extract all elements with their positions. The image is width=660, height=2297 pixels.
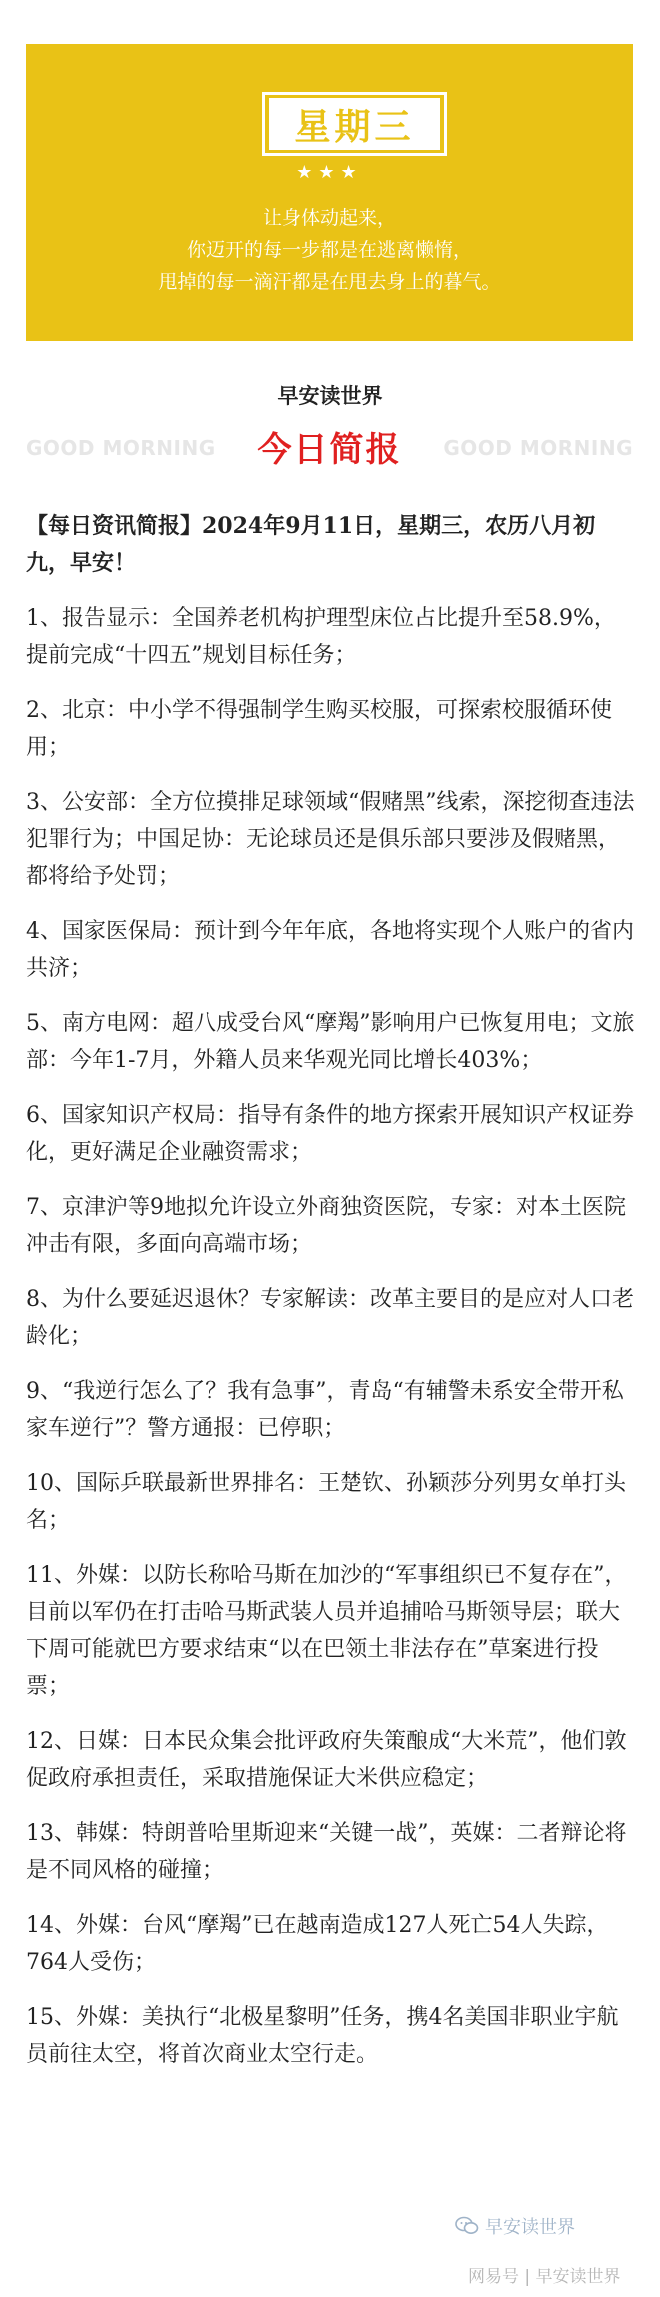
news-item: 13、韩媒：特朗普哈里斯迎来“关键一战”，英媒：二者辩论将是不同风格的碰撞；	[26, 1821, 627, 1883]
news-item: 8、为什么要延迟退休？专家解读：改革主要目的是应对人口老龄化；	[26, 1287, 634, 1349]
watermark	[455, 2213, 575, 2239]
good-morning-left: GOOD MORNING	[26, 436, 216, 460]
motto-text	[26, 202, 633, 298]
news-item: 9、“我逆行怎么了？我有急事”，青岛“有辅警未系安全带开私家车逆行”？警方通报：已停职；	[26, 1379, 624, 1441]
news-item: 12、日媒：日本民众集会批评政府失策酿成“大米荒”，他们敦促政府承担责任，采取措施保证大米供应稳定；	[26, 1729, 627, 1791]
watermark-text: 早安读世界	[485, 2217, 575, 2238]
news-item: 15、外媒：美执行“北极星黎明”任务，携4名美国非职业宇航员前往太空，将首次商业太空行走。	[26, 2005, 619, 2067]
motto-line: 甩掉的每一滴汗都是在甩去身上的暮气。	[158, 271, 501, 293]
news-item: 3、公安部：全方位摸排足球领域“假赌黑”线索，深挖彻查违法犯罪行为；中国足协：无论球员还是俱乐部只要涉及假赌黑，都将给予处罚；	[26, 790, 635, 889]
motto-line: 你迈开的每一步都是在逃离懒惰，	[186, 239, 472, 261]
news-item: 14、外媒：台风“摩羯”已在越南造成127人死亡54人失踪，764人受伤；	[26, 1913, 609, 1975]
news-item: 6、国家知识产权局：指导有条件的地方探索开展知识产权证券化，更好满足企业融资需求；	[26, 1103, 634, 1165]
page-title: 今日简报	[248, 422, 412, 471]
wechat-icon	[455, 2216, 479, 2236]
news-item: 11、外媒：以防长称哈马斯在加沙的“军事组织已不复存在”，目前以军仍在打击哈马斯武装人员并追捕哈马斯领导层；联大下周可能就巴方要求结束“以在巴领土非法存在”草案进行投票；	[26, 1563, 627, 1699]
news-item: 5、南方电网：超八成受台风“摩羯”影响用户已恢复用电；文旅部：今年1-7月，外籍人员来华观光同比增长403%；	[26, 1011, 635, 1073]
news-item: 10、国际乒联最新世界排名：王楚钦、孙颖莎分列男女单打头名；	[26, 1471, 626, 1533]
news-item: 2、北京：中小学不得强制学生购买校服，可探索校服循环使用；	[26, 698, 612, 760]
good-morning-right: GOOD MORNING	[443, 436, 633, 460]
weekday-frame	[262, 92, 447, 156]
star-decoration: ★★★	[296, 162, 363, 183]
header-banner	[26, 44, 633, 341]
news-list	[26, 508, 636, 2091]
news-item: 1、报告显示：全国养老机构护理型床位占比提升至58.9%，提前完成“十四五”规划目标任务；	[26, 606, 616, 668]
motto-line: 让身体动起来，	[262, 207, 396, 229]
footer-source: 网易号 | 早安读世界	[468, 2267, 621, 2287]
news-item: 7、京津沪等9地拟允许设立外商独资医院，专家：对本土医院冲击有限，多面向高端市场；	[26, 1195, 626, 1257]
briefing-intro: 【每日资讯简报】2024年9月11日，星期三，农历八月初九，早安！	[26, 513, 596, 576]
weekday-label: 星期三	[269, 98, 440, 150]
briefing-header	[26, 422, 633, 478]
brand-title: 早安读世界	[277, 384, 383, 408]
news-item: 4、国家医保局：预计到今年年底，各地将实现个人账户的省内共济；	[26, 919, 634, 981]
